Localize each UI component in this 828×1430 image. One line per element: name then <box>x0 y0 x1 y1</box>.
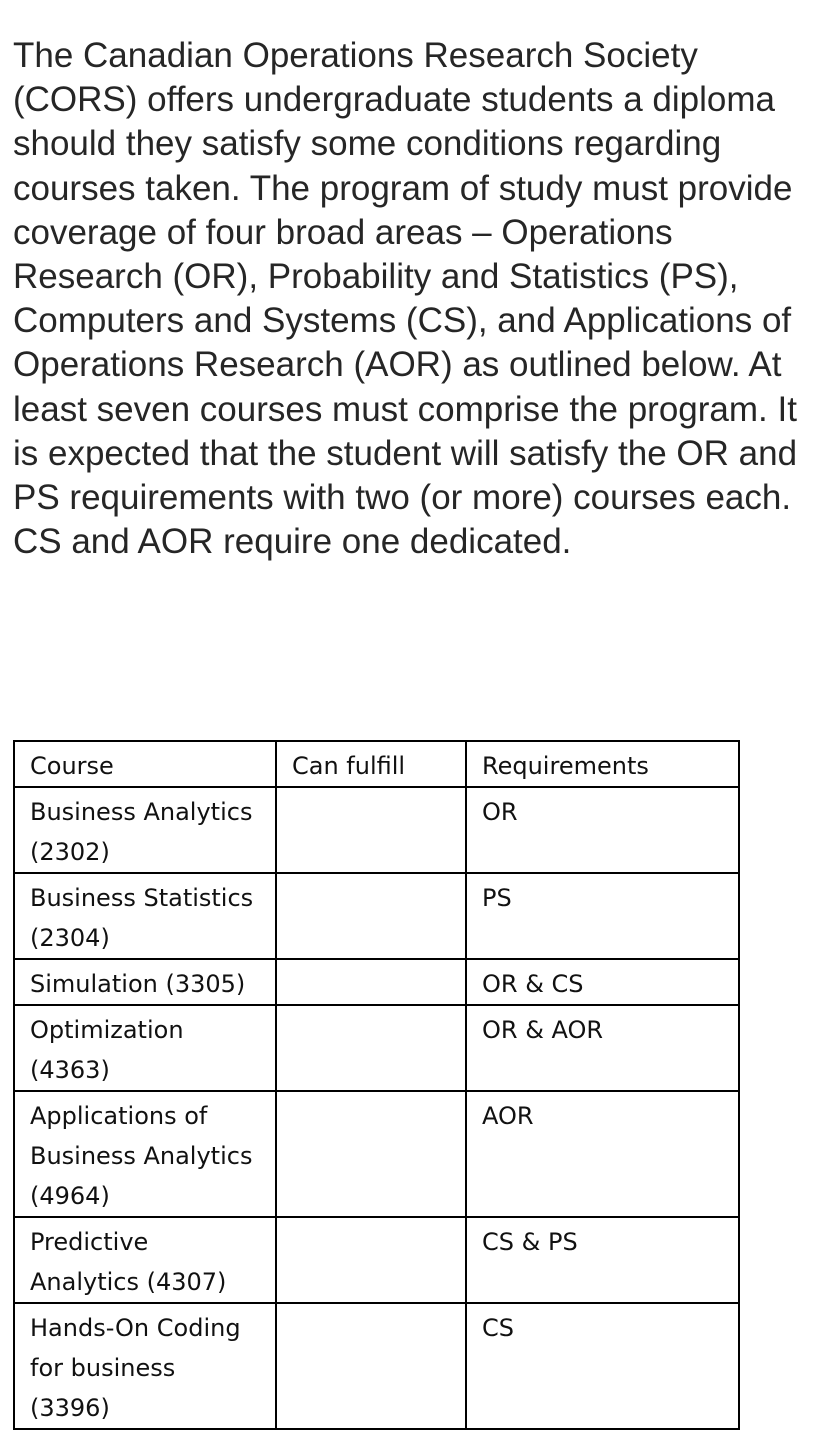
table-header-row <box>14 741 739 787</box>
cell-course: Business Statistics (2304) <box>14 873 276 959</box>
table-row <box>14 1217 739 1303</box>
table-row <box>14 1303 739 1429</box>
cell-requirements: AOR <box>466 1091 739 1217</box>
cell-can-fulfill <box>276 1091 466 1217</box>
cell-course: Predictive Analytics (4307) <box>14 1217 276 1303</box>
cell-requirements: CS <box>466 1303 739 1429</box>
cell-requirements: CS & PS <box>466 1217 739 1303</box>
cell-requirements: OR <box>466 787 739 873</box>
cell-can-fulfill <box>276 959 466 1005</box>
header-can-fulfill: Can fulfill <box>276 741 466 787</box>
table-row <box>14 1005 739 1091</box>
cell-requirements: PS <box>466 873 739 959</box>
cell-can-fulfill <box>276 1303 466 1429</box>
table-row <box>14 787 739 873</box>
cell-requirements: OR & CS <box>466 959 739 1005</box>
cell-course: Hands-On Coding for business (3396) <box>14 1303 276 1429</box>
table-row <box>14 873 739 959</box>
cell-course: Simulation (3305) <box>14 959 276 1005</box>
header-course: Course <box>14 741 276 787</box>
header-requirements: Requirements <box>466 741 739 787</box>
intro-paragraph: The Canadian Operations Research Society (CORS) offers undergraduate students a diploma should they satisfy some conditions regarding courses taken. The program of study must provide coverage of four broad areas – Operations Research (OR), Probability and Statistics (PS), Computers and Systems (CS), and Applications of Operations Research (AOR) as outlined below. At least seven courses must comprise the program. It is expected that the student will satisfy the OR and PS requirements with two (or more) courses each. CS and AOR require one dedicated. <box>13 36 798 562</box>
cell-can-fulfill <box>276 787 466 873</box>
cell-can-fulfill <box>276 873 466 959</box>
cell-course: Applications of Business Analytics (4964) <box>14 1091 276 1217</box>
table-row <box>14 1091 739 1217</box>
cell-course: Business Analytics (2302) <box>14 787 276 873</box>
cell-course: Optimization (4363) <box>14 1005 276 1091</box>
cell-can-fulfill <box>276 1005 466 1091</box>
table-row <box>14 959 739 1005</box>
cell-can-fulfill <box>276 1217 466 1303</box>
cell-requirements: OR & AOR <box>466 1005 739 1091</box>
requirements-table <box>13 740 740 1430</box>
